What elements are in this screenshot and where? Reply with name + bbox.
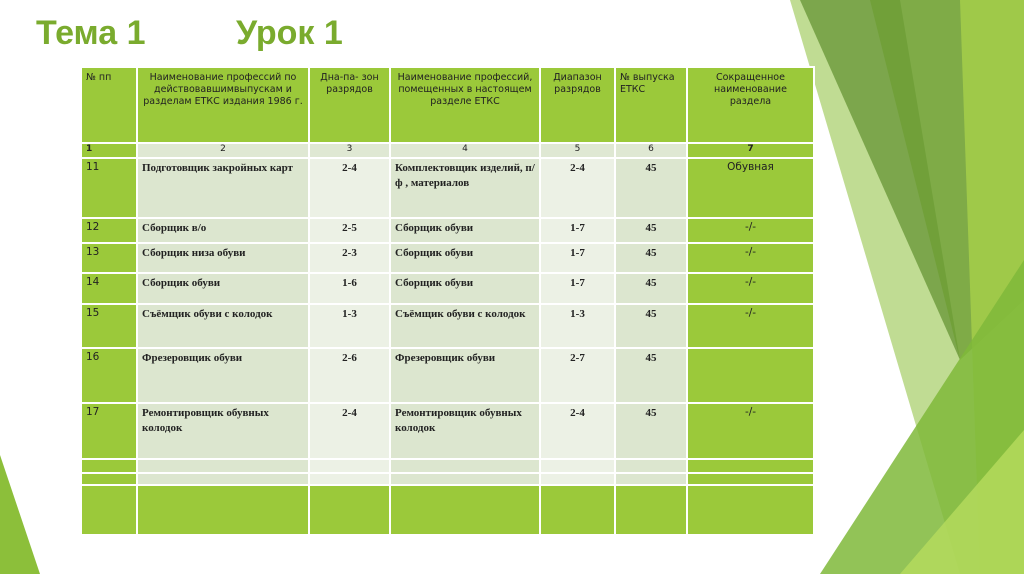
new-profession: Сборщик обуви bbox=[390, 243, 540, 273]
new-grade-range: 1-7 bbox=[540, 273, 615, 304]
row-number: 16 bbox=[81, 348, 137, 403]
etks-issue: 45 bbox=[615, 348, 687, 403]
new-grade-range: 1-7 bbox=[540, 243, 615, 273]
new-profession: Сборщик обуви bbox=[390, 273, 540, 304]
header-cell: Сокращенное наименование раздела bbox=[687, 67, 814, 143]
professions-table bbox=[80, 66, 815, 536]
empty-row bbox=[81, 485, 814, 535]
topic-title: Тема 1 bbox=[36, 14, 146, 52]
column-number: 2 bbox=[137, 143, 309, 158]
row-number: 14 bbox=[81, 273, 137, 304]
old-grade-range: 1-6 bbox=[309, 273, 390, 304]
header-row bbox=[81, 67, 814, 143]
new-profession: Фрезеровщик обуви bbox=[390, 348, 540, 403]
old-grade-range: 2-4 bbox=[309, 158, 390, 218]
old-grade-range: 1-3 bbox=[309, 304, 390, 348]
header-cell: Наименование профессий по действовавшимвыпускам и разделам ЕТКС издания 1986 г. bbox=[137, 67, 309, 143]
old-grade-range: 2-3 bbox=[309, 243, 390, 273]
table-row bbox=[81, 218, 814, 243]
old-profession: Съёмщик обуви с колодок bbox=[137, 304, 309, 348]
table-row bbox=[81, 348, 814, 403]
header-cell: Дна-па- зон разрядов bbox=[309, 67, 390, 143]
section-name: -/- bbox=[687, 273, 814, 304]
empty-row bbox=[81, 459, 814, 473]
column-number: 3 bbox=[309, 143, 390, 158]
header-cell: № пп bbox=[81, 67, 137, 143]
etks-issue: 45 bbox=[615, 218, 687, 243]
table-row bbox=[81, 243, 814, 273]
lesson-title: Урок 1 bbox=[236, 14, 343, 52]
table-row bbox=[81, 304, 814, 348]
old-profession: Фрезеровщик обуви bbox=[137, 348, 309, 403]
column-number-row bbox=[81, 143, 814, 158]
new-grade-range: 2-4 bbox=[540, 158, 615, 218]
new-grade-range: 2-4 bbox=[540, 403, 615, 459]
new-profession: Съёмщик обуви с колодок bbox=[390, 304, 540, 348]
column-number: 4 bbox=[390, 143, 540, 158]
column-number: 5 bbox=[540, 143, 615, 158]
row-number: 12 bbox=[81, 218, 137, 243]
row-number: 17 bbox=[81, 403, 137, 459]
old-profession: Подготовщик закройных карт bbox=[137, 158, 309, 218]
old-profession: Сборщик обуви bbox=[137, 273, 309, 304]
old-profession: Сборщик в/о bbox=[137, 218, 309, 243]
table-row bbox=[81, 403, 814, 459]
new-grade-range: 2-7 bbox=[540, 348, 615, 403]
header-cell: Диапазон разрядов bbox=[540, 67, 615, 143]
table-row bbox=[81, 158, 814, 218]
section-name: -/- bbox=[687, 218, 814, 243]
row-number: 11 bbox=[81, 158, 137, 218]
header-cell: № выпуска ЕТКС bbox=[615, 67, 687, 143]
section-name: -/- bbox=[687, 304, 814, 348]
section-name: -/- bbox=[687, 243, 814, 273]
old-grade-range: 2-6 bbox=[309, 348, 390, 403]
new-profession: Ремонтировщик обувных колодок bbox=[390, 403, 540, 459]
old-grade-range: 2-5 bbox=[309, 218, 390, 243]
old-profession: Ремонтировщик обувных колодок bbox=[137, 403, 309, 459]
etks-issue: 45 bbox=[615, 304, 687, 348]
old-profession: Сборщик низа обуви bbox=[137, 243, 309, 273]
row-number: 13 bbox=[81, 243, 137, 273]
new-grade-range: 1-3 bbox=[540, 304, 615, 348]
new-profession: Сборщик обуви bbox=[390, 218, 540, 243]
column-number: 1 bbox=[81, 143, 137, 158]
empty-row bbox=[81, 473, 814, 485]
etks-issue: 45 bbox=[615, 273, 687, 304]
etks-issue: 45 bbox=[615, 403, 687, 459]
table-row bbox=[81, 273, 814, 304]
new-profession: Комплектовщик изделий, п/ф , материалов bbox=[390, 158, 540, 218]
new-grade-range: 1-7 bbox=[540, 218, 615, 243]
old-grade-range: 2-4 bbox=[309, 403, 390, 459]
column-number: 6 bbox=[615, 143, 687, 158]
section-name bbox=[687, 348, 814, 403]
etks-issue: 45 bbox=[615, 158, 687, 218]
section-name: Обувная bbox=[687, 158, 814, 218]
row-number: 15 bbox=[81, 304, 137, 348]
section-name: -/- bbox=[687, 403, 814, 459]
etks-issue: 45 bbox=[615, 243, 687, 273]
header-cell: Наименование профессий, помещенных в настоящем разделе ЕТКС bbox=[390, 67, 540, 143]
column-number: 7 bbox=[687, 143, 814, 158]
